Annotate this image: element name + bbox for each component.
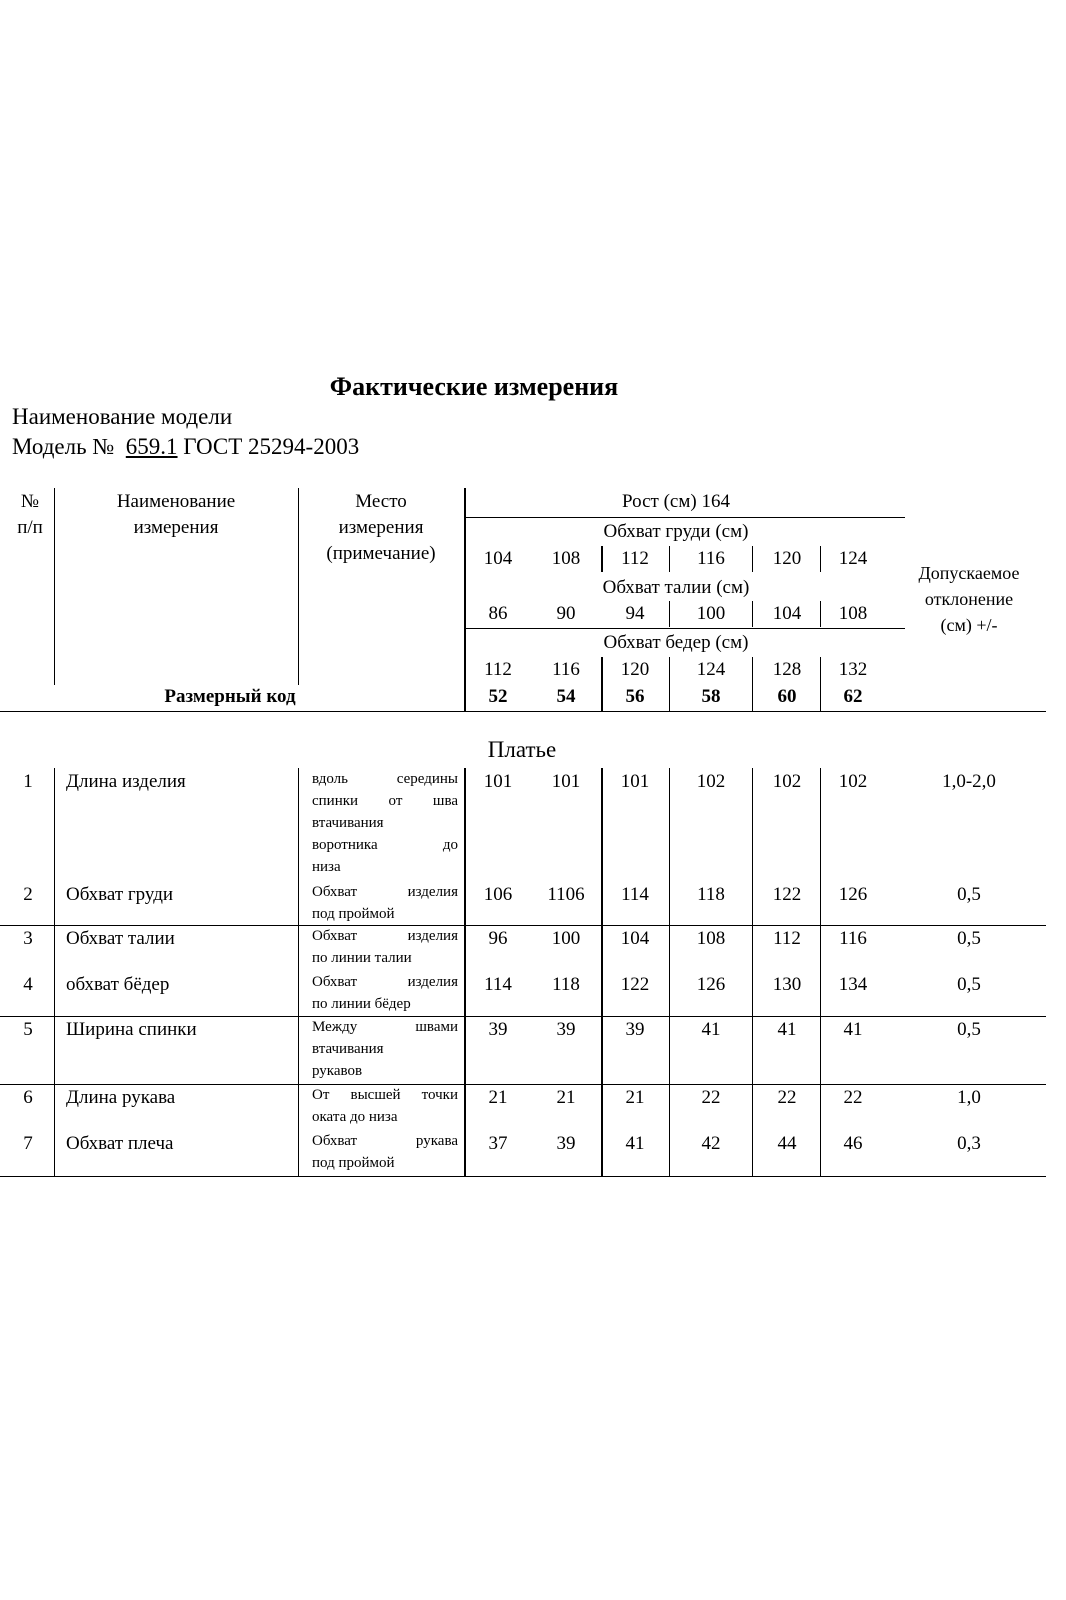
measurement-value: 118 — [552, 974, 580, 995]
row-number: 5 — [23, 1019, 33, 1040]
header-chest-value: 104 — [483, 548, 513, 569]
header-hips-label: Обхват бедер (см) — [603, 632, 749, 653]
measurement-note — [312, 768, 458, 878]
measurement-tolerance: 0,5 — [957, 1019, 981, 1040]
row-number: 2 — [23, 884, 33, 905]
measurement-note — [312, 881, 458, 925]
row-number: 7 — [23, 1133, 33, 1154]
measurement-note-line: по линии талии — [312, 950, 412, 966]
header-col-place — [300, 489, 462, 567]
measurement-note-line: воротника до — [312, 837, 458, 853]
measurement-value: 42 — [701, 1133, 721, 1154]
gost-standard: ГОСТ 25294-2003 — [183, 434, 360, 459]
measurement-note — [312, 925, 458, 969]
measurement-tolerance: 1,0-2,0 — [942, 771, 996, 792]
measurement-value: 122 — [772, 884, 802, 905]
measurement-value: 114 — [621, 884, 649, 905]
header-size-codes-value: 62 — [843, 686, 863, 707]
measurement-value: 22 — [777, 1087, 797, 1108]
measurement-value: 122 — [620, 974, 650, 995]
header-col-name-line1: Наименование — [116, 491, 236, 512]
measurement-note-line: рукавов — [312, 1063, 363, 1079]
measurement-tolerance: 0,5 — [957, 974, 981, 995]
measurement-note-line: под проймой — [312, 906, 395, 922]
measurement-value: 112 — [773, 928, 801, 949]
measurement-tolerance: 0,5 — [957, 928, 981, 949]
measurement-value: 114 — [484, 974, 512, 995]
measurement-value: 126 — [696, 974, 726, 995]
measurement-value: 22 — [701, 1087, 721, 1108]
header-chest-value: 120 — [772, 548, 802, 569]
header-waist-value: 108 — [838, 603, 868, 624]
row-number: 3 — [23, 928, 33, 949]
measurement-value: 37 — [488, 1133, 508, 1154]
measurement-value: 44 — [777, 1133, 797, 1154]
measurement-value: 21 — [625, 1087, 645, 1108]
measurement-note-line: спинки от шва — [312, 793, 458, 809]
measurement-value: 21 — [488, 1087, 508, 1108]
measurement-value: 39 — [556, 1133, 576, 1154]
measurement-name: Длина рукава — [66, 1087, 176, 1108]
measurement-note-line: втачивания — [312, 1041, 384, 1057]
measurement-note-line: под проймой — [312, 1155, 395, 1171]
measurement-value: 39 — [556, 1019, 576, 1040]
measurement-value: 101 — [620, 771, 650, 792]
measurement-value: 130 — [772, 974, 802, 995]
measurement-note-line: Обхват изделия — [312, 884, 458, 900]
header-col-num-line1: № — [20, 491, 40, 512]
measurement-note-line: Между швами — [312, 1019, 458, 1035]
header-hips-value: 116 — [552, 659, 580, 680]
measurement-value: 134 — [838, 974, 868, 995]
measurement-note — [312, 1016, 458, 1082]
row-number: 1 — [23, 771, 33, 792]
measurement-name: Обхват плеча — [66, 1133, 174, 1154]
measurement-note-line: оката до низа — [312, 1109, 398, 1125]
header-col-num — [0, 489, 60, 541]
header-col-place-line2: измерения — [338, 517, 424, 538]
measurement-value: 39 — [625, 1019, 645, 1040]
measurement-value: 101 — [551, 771, 581, 792]
measurement-value: 108 — [696, 928, 726, 949]
document-title: Фактические измерения — [329, 372, 619, 401]
measurement-value: 116 — [839, 928, 867, 949]
header-chest-value: 124 — [838, 548, 868, 569]
header-size-codes-value: 52 — [488, 686, 508, 707]
header-hips-value: 124 — [696, 659, 726, 680]
header-col-name — [56, 489, 296, 541]
header-height: Рост (см) 164 — [622, 491, 730, 512]
section-title: Платье — [487, 737, 557, 762]
measurement-value: 102 — [772, 771, 802, 792]
measurement-value: 41 — [701, 1019, 721, 1040]
measurement-value: 102 — [696, 771, 726, 792]
measurement-value: 102 — [838, 771, 868, 792]
header-waist-value: 86 — [488, 603, 508, 624]
model-line — [12, 434, 359, 460]
header-tolerance-line2: отклонение — [924, 589, 1014, 609]
header-chest-value: 116 — [697, 548, 725, 569]
measurement-note-line: втачивания — [312, 815, 384, 831]
header-waist-value: 100 — [696, 603, 726, 624]
header-size-codes-value: 56 — [625, 686, 645, 707]
measurement-note — [312, 971, 458, 1015]
header-hips-value: 132 — [838, 659, 868, 680]
row-number: 4 — [23, 974, 33, 995]
measurement-value: 118 — [697, 884, 725, 905]
header-col-num-line2: п/п — [17, 517, 43, 538]
header-waist-value: 94 — [625, 603, 645, 624]
header-chest-value: 108 — [551, 548, 581, 569]
measurement-tolerance: 0,3 — [957, 1133, 981, 1154]
header-size-codes-value: 60 — [777, 686, 797, 707]
measurement-value: 39 — [488, 1019, 508, 1040]
measurement-note-line: Обхват изделия — [312, 974, 458, 990]
header-tolerance-line3: (см) +/- — [940, 615, 998, 635]
measurement-value: 21 — [556, 1087, 576, 1108]
measurement-name: Ширина спинки — [66, 1019, 197, 1040]
measurement-value: 22 — [843, 1087, 863, 1108]
row-number: 6 — [23, 1087, 33, 1108]
model-label: Модель № — [12, 434, 115, 459]
header-hips-value: 128 — [772, 659, 802, 680]
measurement-value: 96 — [488, 928, 508, 949]
measurement-value: 106 — [483, 884, 513, 905]
measurement-value: 126 — [838, 884, 868, 905]
header-waist-label: Обхват талии (см) — [602, 577, 750, 598]
measurement-note-line: по линии бёдер — [312, 996, 411, 1012]
header-size-codes-value: 58 — [701, 686, 721, 707]
measurement-value: 100 — [551, 928, 581, 949]
measurement-value: 104 — [620, 928, 650, 949]
measurement-value: 46 — [843, 1133, 863, 1154]
measurement-name: Обхват талии — [66, 928, 175, 949]
measurement-note — [312, 1130, 458, 1174]
model-number: 659.1 — [125, 434, 178, 459]
measurement-note — [312, 1084, 458, 1128]
measurement-name: Обхват груди — [66, 884, 174, 905]
measurement-note-line: Обхват изделия — [312, 928, 458, 944]
header-hips-value: 112 — [484, 659, 512, 680]
measurement-value: 1106 — [547, 884, 585, 905]
measurement-note-line: Обхват рукава — [312, 1133, 458, 1149]
header-tolerance-line1: Допускаемое — [918, 563, 1020, 583]
header-chest-label: Обхват груди (см) — [603, 521, 749, 542]
measurement-name: обхват бёдер — [66, 974, 170, 995]
measurement-note-line: низа — [312, 859, 341, 875]
measurement-tolerance: 0,5 — [957, 884, 981, 905]
header-waist-value: 104 — [772, 603, 802, 624]
header-size-codes-value: 54 — [556, 686, 576, 707]
header-waist-value: 90 — [556, 603, 576, 624]
measurement-value: 41 — [625, 1133, 645, 1154]
measurement-value: 41 — [777, 1019, 797, 1040]
measurement-note-line: вдоль середины — [312, 771, 458, 787]
measurement-value: 101 — [483, 771, 513, 792]
header-hips-value: 120 — [620, 659, 650, 680]
header-col-place-line3: (примечание) — [326, 543, 436, 564]
measurement-note-line: От высшей точки — [312, 1087, 458, 1103]
header-chest-value: 112 — [621, 548, 649, 569]
header-col-name-line2: измерения — [133, 517, 219, 538]
model-name-label: Наименование модели — [12, 404, 233, 429]
size-code-label: Размерный код — [164, 686, 296, 707]
measurement-value: 41 — [843, 1019, 863, 1040]
measurement-name: Длина изделия — [66, 771, 186, 792]
measurement-tolerance: 1,0 — [957, 1087, 981, 1108]
header-col-place-line1: Место — [355, 491, 407, 512]
header-tolerance — [894, 560, 1044, 638]
